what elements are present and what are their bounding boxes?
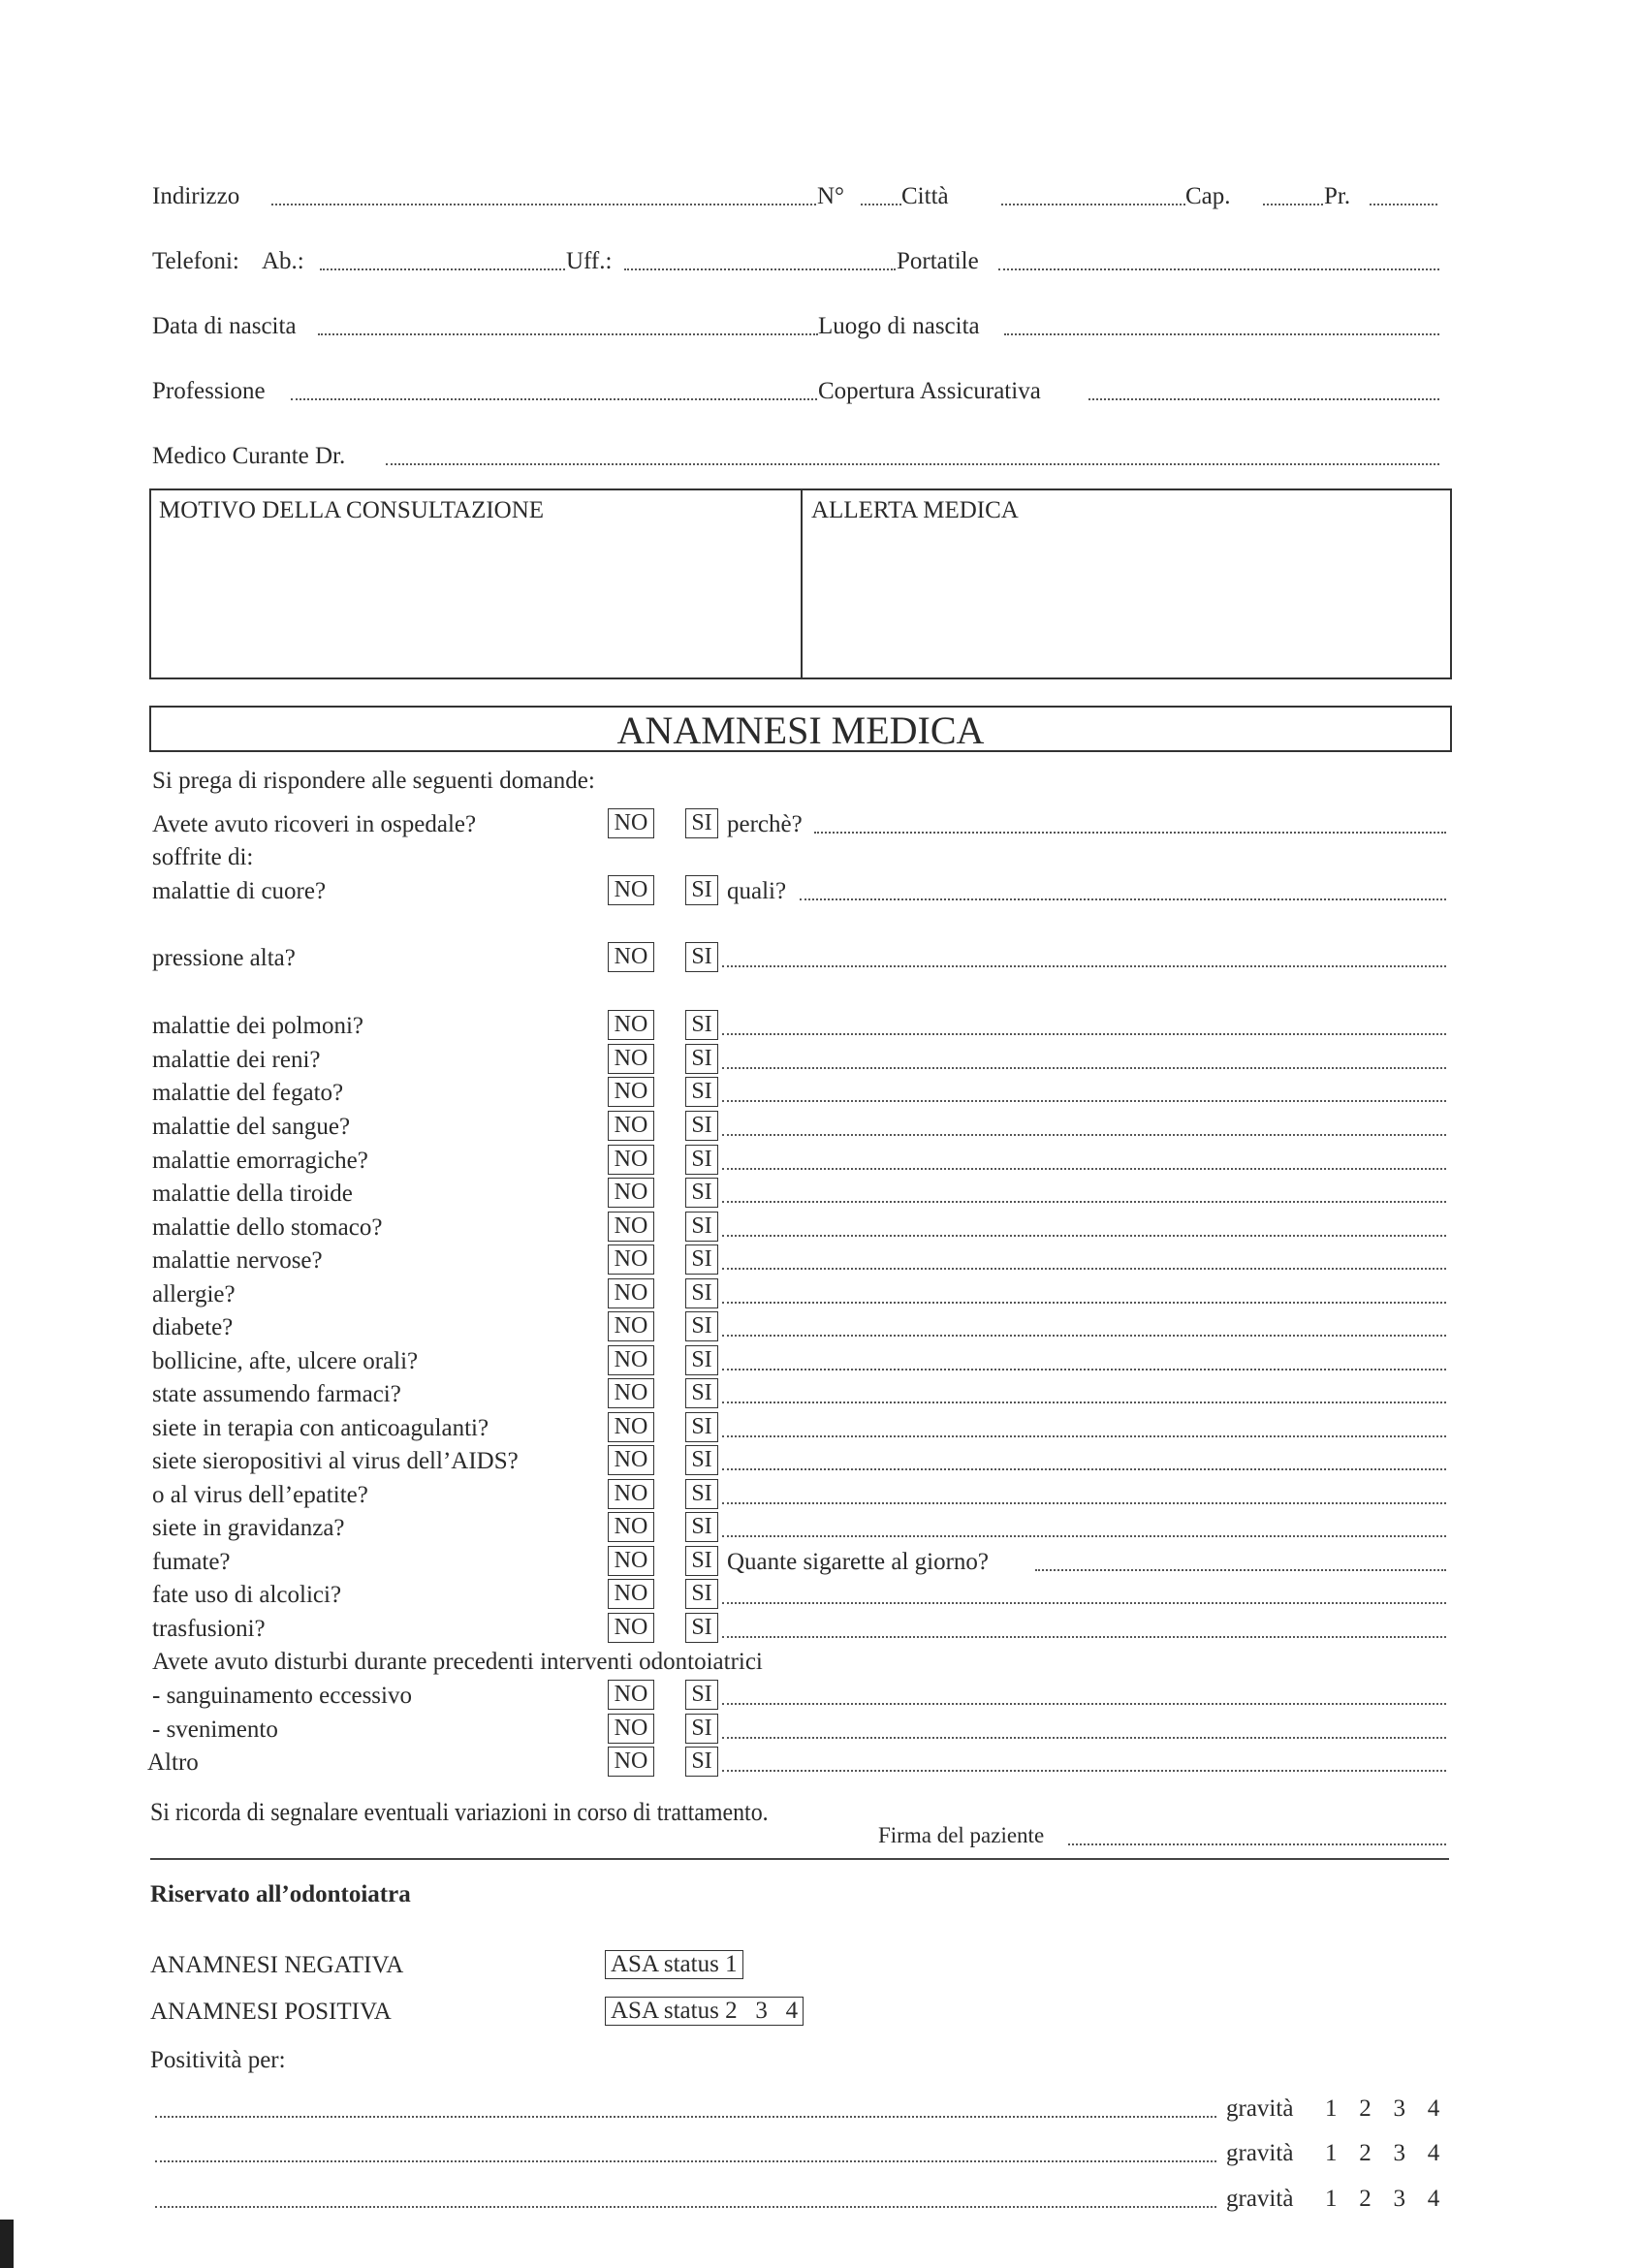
question-label: malattie del sangue? [152, 1114, 351, 1140]
gravita-levels[interactable]: 1 2 3 4 [1325, 2095, 1441, 2122]
gravita-levels[interactable]: 1 2 3 4 [1325, 2186, 1441, 2212]
no-checkbox[interactable]: NO [608, 1178, 654, 1208]
ufficio-label: Uff.: [566, 248, 613, 274]
cap-field[interactable] [1263, 204, 1323, 205]
answer-field[interactable] [722, 1369, 1446, 1370]
allerta-field[interactable] [806, 529, 1446, 673]
question-label: trasfusioni? [152, 1616, 266, 1642]
si-checkbox[interactable]: SI [685, 1512, 718, 1542]
section-header [149, 706, 1452, 752]
firma-field[interactable] [1068, 1843, 1446, 1845]
answer-field[interactable] [722, 1502, 1446, 1504]
answer-field[interactable] [722, 1770, 1446, 1772]
telefoni-label: Telefoni: [152, 248, 239, 274]
answer-field[interactable] [722, 1033, 1446, 1035]
no-checkbox[interactable]: NO [608, 1345, 654, 1375]
si-checkbox[interactable]: SI [685, 1546, 718, 1576]
answer-field[interactable] [800, 898, 1446, 900]
answer-field[interactable] [722, 1134, 1446, 1136]
firma-label: Firma del paziente [878, 1823, 1045, 1847]
answer-field[interactable] [722, 1335, 1446, 1337]
answer-field[interactable] [722, 1703, 1446, 1705]
question-label: malattie nervose? [152, 1247, 323, 1274]
question-label: malattie emorragiche? [152, 1148, 368, 1174]
question-label: fumate? [152, 1549, 231, 1575]
numero-field[interactable] [861, 204, 901, 205]
question-label: malattie dello stomaco? [152, 1214, 383, 1241]
no-checkbox[interactable]: NO [608, 1747, 654, 1777]
copertura-field[interactable] [1088, 398, 1439, 400]
question-label: fate uso di alcolici? [152, 1582, 342, 1608]
no-checkbox[interactable]: NO [608, 1212, 654, 1242]
question-label: bollicine, afte, ulcere orali? [152, 1348, 419, 1374]
question-label: malattie del fegato? [152, 1080, 344, 1106]
answer-field[interactable] [722, 1602, 1446, 1604]
si-checkbox[interactable]: SI [685, 1345, 718, 1375]
question-label: o al virus dell’epatite? [152, 1482, 368, 1508]
no-checkbox[interactable]: NO [608, 1579, 654, 1609]
question-label: siete sieropositivi al virus dell’AIDS? [152, 1448, 519, 1474]
question-label: Altro [147, 1749, 199, 1776]
no-checkbox[interactable]: NO [608, 942, 654, 972]
question-label: - svenimento [152, 1717, 278, 1743]
portatile-field[interactable] [998, 268, 1439, 270]
question-label: - sanguinamento eccessivo [152, 1683, 412, 1709]
reminder-text: Si ricorda di segnalare eventuali variazioni in corso di trattamento. [150, 1798, 769, 1826]
question-group-label: Avete avuto disturbi durante precedenti interventi odontoiatrici [152, 1649, 763, 1675]
luogo-nascita-label: Luogo di nascita [818, 313, 980, 339]
question-label: malattie della tiroide [152, 1181, 353, 1207]
medico-field[interactable] [386, 463, 1439, 465]
question-suffix: perchè? [727, 811, 803, 837]
question-label: pressione alta? [152, 945, 296, 971]
indirizzo-label: Indirizzo [152, 183, 240, 209]
gravita-label: gravità [1226, 2140, 1294, 2166]
question-label: malattie dei polmoni? [152, 1013, 363, 1039]
question-group-label: soffrite di: [152, 844, 254, 870]
anamnesi-positiva-label: ANAMNESI POSITIVA [150, 1999, 392, 2025]
si-checkbox[interactable]: SI [685, 1111, 718, 1141]
positivita-field[interactable] [155, 2206, 1216, 2208]
pr-field[interactable] [1370, 204, 1437, 205]
question-label: siete in gravidanza? [152, 1515, 345, 1541]
question-label: malattie di cuore? [152, 878, 327, 904]
answer-field[interactable] [722, 1168, 1446, 1170]
answer-field[interactable] [722, 1302, 1446, 1304]
no-checkbox[interactable]: NO [608, 1077, 654, 1107]
no-checkbox[interactable]: NO [608, 1010, 654, 1040]
ufficio-field[interactable] [624, 268, 896, 270]
section-title: ANAMNESI MEDICA [616, 709, 985, 752]
no-checkbox[interactable]: NO [608, 1479, 654, 1509]
no-checkbox[interactable]: NO [608, 1412, 654, 1442]
copertura-label: Copertura Assicurativa [818, 378, 1041, 404]
professione-field[interactable] [291, 398, 817, 400]
intro-text: Si prega di rispondere alle seguenti domande: [152, 768, 595, 794]
no-checkbox[interactable]: NO [608, 1145, 654, 1175]
gravita-label: gravità [1226, 2095, 1294, 2122]
positivita-field[interactable] [155, 2160, 1216, 2162]
pr-label: Pr. [1324, 183, 1351, 209]
question-label: allergie? [152, 1281, 236, 1307]
si-checkbox[interactable]: SI [685, 1479, 718, 1509]
question-label: Avete avuto ricoveri in ospedale? [152, 811, 477, 837]
answer-field[interactable] [814, 832, 1446, 834]
si-checkbox[interactable]: SI [685, 1378, 718, 1408]
no-checkbox[interactable]: NO [608, 1111, 654, 1141]
portatile-label: Portatile [897, 248, 979, 274]
answer-field[interactable] [1035, 1569, 1446, 1571]
no-checkbox[interactable]: NO [608, 1278, 654, 1308]
si-checkbox[interactable]: SI [685, 1077, 718, 1107]
anamnesi-negativa-label: ANAMNESI NEGATIVA [150, 1952, 404, 1978]
question-suffix: Quante sigarette al giorno? [727, 1549, 990, 1575]
answer-field[interactable] [722, 1468, 1446, 1470]
box-divider [801, 490, 803, 677]
motivo-field[interactable] [155, 529, 795, 673]
answer-field[interactable] [722, 1268, 1446, 1270]
consultation-box [149, 488, 1452, 679]
si-checkbox[interactable]: SI [685, 1044, 718, 1074]
no-checkbox[interactable]: NO [608, 1546, 654, 1576]
data-nascita-field[interactable] [318, 333, 818, 335]
question-label: malattie dei reni? [152, 1047, 321, 1073]
footer-rule [150, 1858, 1449, 1860]
no-checkbox[interactable]: NO [608, 1680, 654, 1710]
positivita-label: Positività per: [150, 2047, 286, 2073]
gravita-levels[interactable]: 1 2 3 4 [1325, 2140, 1441, 2166]
si-checkbox[interactable]: SI [685, 1613, 718, 1643]
no-checkbox[interactable]: NO [608, 1378, 654, 1408]
no-checkbox[interactable]: NO [608, 1714, 654, 1744]
citta-field[interactable] [1001, 204, 1185, 205]
answer-field[interactable] [722, 965, 1446, 967]
asa2-box[interactable]: ASA status 2 3 4 [605, 1997, 804, 2026]
si-checkbox[interactable]: SI [685, 1714, 718, 1744]
answer-field[interactable] [722, 1435, 1446, 1437]
data-nascita-label: Data di nascita [152, 313, 297, 339]
professione-label: Professione [152, 378, 266, 404]
answer-field[interactable] [722, 1737, 1446, 1739]
no-checkbox[interactable]: NO [608, 1445, 654, 1475]
si-checkbox[interactable]: SI [685, 942, 718, 972]
answer-field[interactable] [722, 1067, 1446, 1069]
si-checkbox[interactable]: SI [685, 1680, 718, 1710]
si-checkbox[interactable]: SI [685, 1445, 718, 1475]
abitazione-label: Ab.: [262, 248, 304, 274]
cap-label: Cap. [1185, 183, 1231, 209]
no-checkbox[interactable]: NO [608, 1613, 654, 1643]
si-checkbox[interactable]: SI [685, 1278, 718, 1308]
si-checkbox[interactable]: SI [685, 1311, 718, 1341]
riservato-heading: Riservato all’odontoiatra [150, 1881, 411, 1907]
answer-field[interactable] [722, 1201, 1446, 1203]
allerta-label: ALLERTA MEDICA [811, 497, 1019, 523]
si-checkbox[interactable]: SI [685, 875, 718, 905]
no-checkbox[interactable]: NO [608, 875, 654, 905]
si-checkbox[interactable]: SI [685, 1010, 718, 1040]
answer-field[interactable] [722, 1636, 1446, 1638]
gravita-label: gravità [1226, 2186, 1294, 2212]
citta-label: Città [901, 183, 949, 209]
question-label: diabete? [152, 1314, 234, 1340]
abitazione-field[interactable] [320, 268, 565, 270]
si-checkbox[interactable]: SI [685, 1747, 718, 1777]
si-checkbox[interactable]: SI [685, 1212, 718, 1242]
no-checkbox[interactable]: NO [608, 808, 654, 838]
answer-field[interactable] [722, 1100, 1446, 1102]
question-suffix: quali? [727, 878, 787, 904]
answer-field[interactable] [722, 1235, 1446, 1237]
scan-edge-mark [0, 2220, 14, 2268]
luogo-nascita-field[interactable] [1004, 333, 1439, 335]
si-checkbox[interactable]: SI [685, 1244, 718, 1275]
no-checkbox[interactable]: NO [608, 1044, 654, 1074]
answer-field[interactable] [722, 1535, 1446, 1537]
si-checkbox[interactable]: SI [685, 1178, 718, 1208]
indirizzo-field[interactable] [271, 204, 816, 205]
no-checkbox[interactable]: NO [608, 1512, 654, 1542]
question-label: siete in terapia con anticoagulanti? [152, 1415, 489, 1441]
numero-label: N° [817, 183, 845, 209]
si-checkbox[interactable]: SI [685, 1412, 718, 1442]
asa1-box[interactable]: ASA status 1 [605, 1950, 743, 1979]
medico-label: Medico Curante Dr. [152, 443, 346, 469]
no-checkbox[interactable]: NO [608, 1311, 654, 1341]
si-checkbox[interactable]: SI [685, 1145, 718, 1175]
no-checkbox[interactable]: NO [608, 1244, 654, 1275]
positivita-field[interactable] [155, 2116, 1216, 2118]
answer-field[interactable] [722, 1402, 1446, 1403]
motivo-label: MOTIVO DELLA CONSULTAZIONE [159, 497, 545, 523]
si-checkbox[interactable]: SI [685, 1579, 718, 1609]
question-label: state assumendo farmaci? [152, 1381, 401, 1407]
si-checkbox[interactable]: SI [685, 808, 718, 838]
